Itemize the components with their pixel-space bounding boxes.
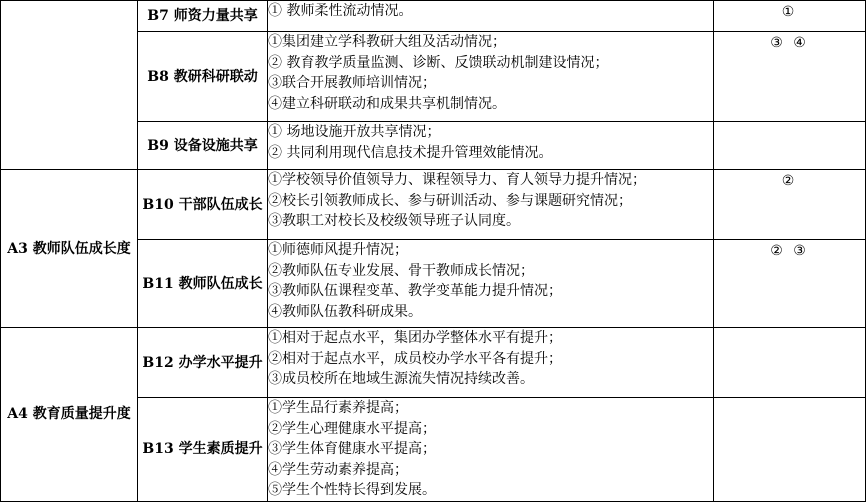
- item-content-b7: [268, 1, 714, 32]
- item-mark-b7: [714, 1, 866, 32]
- item-mark-b12: [714, 328, 866, 398]
- content-line: ③教职工对校长及校级领导班子认同度。: [268, 213, 520, 230]
- item-label-b11: B11 教师队伍成长: [138, 240, 268, 328]
- item-label-b7: B7 师资力量共享: [138, 1, 268, 32]
- content-line: ① 场地设施开放共享情况；: [268, 124, 441, 140]
- content-line: ①学生品行素养提高；: [268, 400, 408, 416]
- group-cell-a4: [1, 328, 138, 502]
- content-line: ③学生体育健康水平提高；: [268, 441, 436, 458]
- table-row-b10: [1, 170, 866, 240]
- content-line: ③教师队伍课程变革、教学变革能力提升情况；: [268, 283, 562, 300]
- content-line: ①集团建立学科教研大组及活动情况；: [268, 34, 506, 50]
- item-content-b12: [268, 328, 714, 398]
- content-line: ① 教师柔性流动情况。: [268, 3, 413, 19]
- group-label-a3: A3 教师队伍成长度: [7, 240, 131, 257]
- content-line: ④建立科研联动和成果共享机制情况。: [268, 95, 506, 112]
- content-line: ②学生心理健康水平提高；: [268, 420, 436, 437]
- content-line: ③联合开展教师培训情况；: [268, 75, 436, 92]
- content-line: ② 共同利用现代信息技术提升管理效能情况。: [268, 144, 553, 161]
- item-label-b12: B12 办学水平提升: [138, 328, 268, 398]
- mark-text: ② ③: [770, 243, 809, 259]
- item-mark-b8: [714, 32, 866, 122]
- mark-text: ③ ④: [770, 35, 809, 51]
- item-label-b13: B13 学生素质提升: [138, 398, 268, 502]
- group-label-a4: A4 教育质量提升度: [7, 406, 131, 423]
- table-row-b12: [1, 328, 866, 398]
- content-line: ④教师队伍教科研成果。: [268, 303, 422, 320]
- content-line: ②教师队伍专业发展、骨干教师成长情况；: [268, 262, 534, 279]
- content-line: ①相对于起点水平，集团办学整体水平有提升；: [268, 330, 562, 346]
- item-label-b8: B8 教研科研联动: [138, 32, 268, 122]
- mark-text: ①: [781, 4, 798, 20]
- group-cell-empty: [1, 1, 138, 170]
- table-row-b7: [1, 1, 866, 32]
- item-content-b11: [268, 240, 714, 328]
- mark-text: ②: [781, 173, 798, 189]
- item-mark-b10: [714, 170, 866, 240]
- content-line: ⑤学生个性特长得到发展。: [268, 482, 436, 499]
- content-line: ①学校领导价值领导力、课程领导力、育人领导力提升情况；: [268, 172, 646, 188]
- content-line: ② 教育教学质量监测、诊断、反馈联动机制建设情况；: [268, 54, 609, 71]
- item-content-b9: [268, 122, 714, 170]
- content-line: ②校长引领教师成长、参与研训活动、参与课题研究情况；: [268, 192, 632, 209]
- item-label-b9: B9 设备设施共享: [138, 122, 268, 170]
- content-line: ③成员校所在地域生源流失情况持续改善。: [268, 371, 534, 388]
- item-label-b10: B10 干部队伍成长: [138, 170, 268, 240]
- content-line: ④学生劳动素养提高；: [268, 461, 408, 478]
- content-line: ①师德师风提升情况；: [268, 242, 408, 258]
- item-content-b8: [268, 32, 714, 122]
- item-mark-b11: [714, 240, 866, 328]
- item-content-b10: [268, 170, 714, 240]
- item-mark-b13: [714, 398, 866, 502]
- content-line: ②相对于起点水平，成员校办学水平各有提升；: [268, 350, 562, 367]
- item-content-b13: [268, 398, 714, 502]
- group-cell-a3: [1, 170, 138, 328]
- item-mark-b9: [714, 122, 866, 170]
